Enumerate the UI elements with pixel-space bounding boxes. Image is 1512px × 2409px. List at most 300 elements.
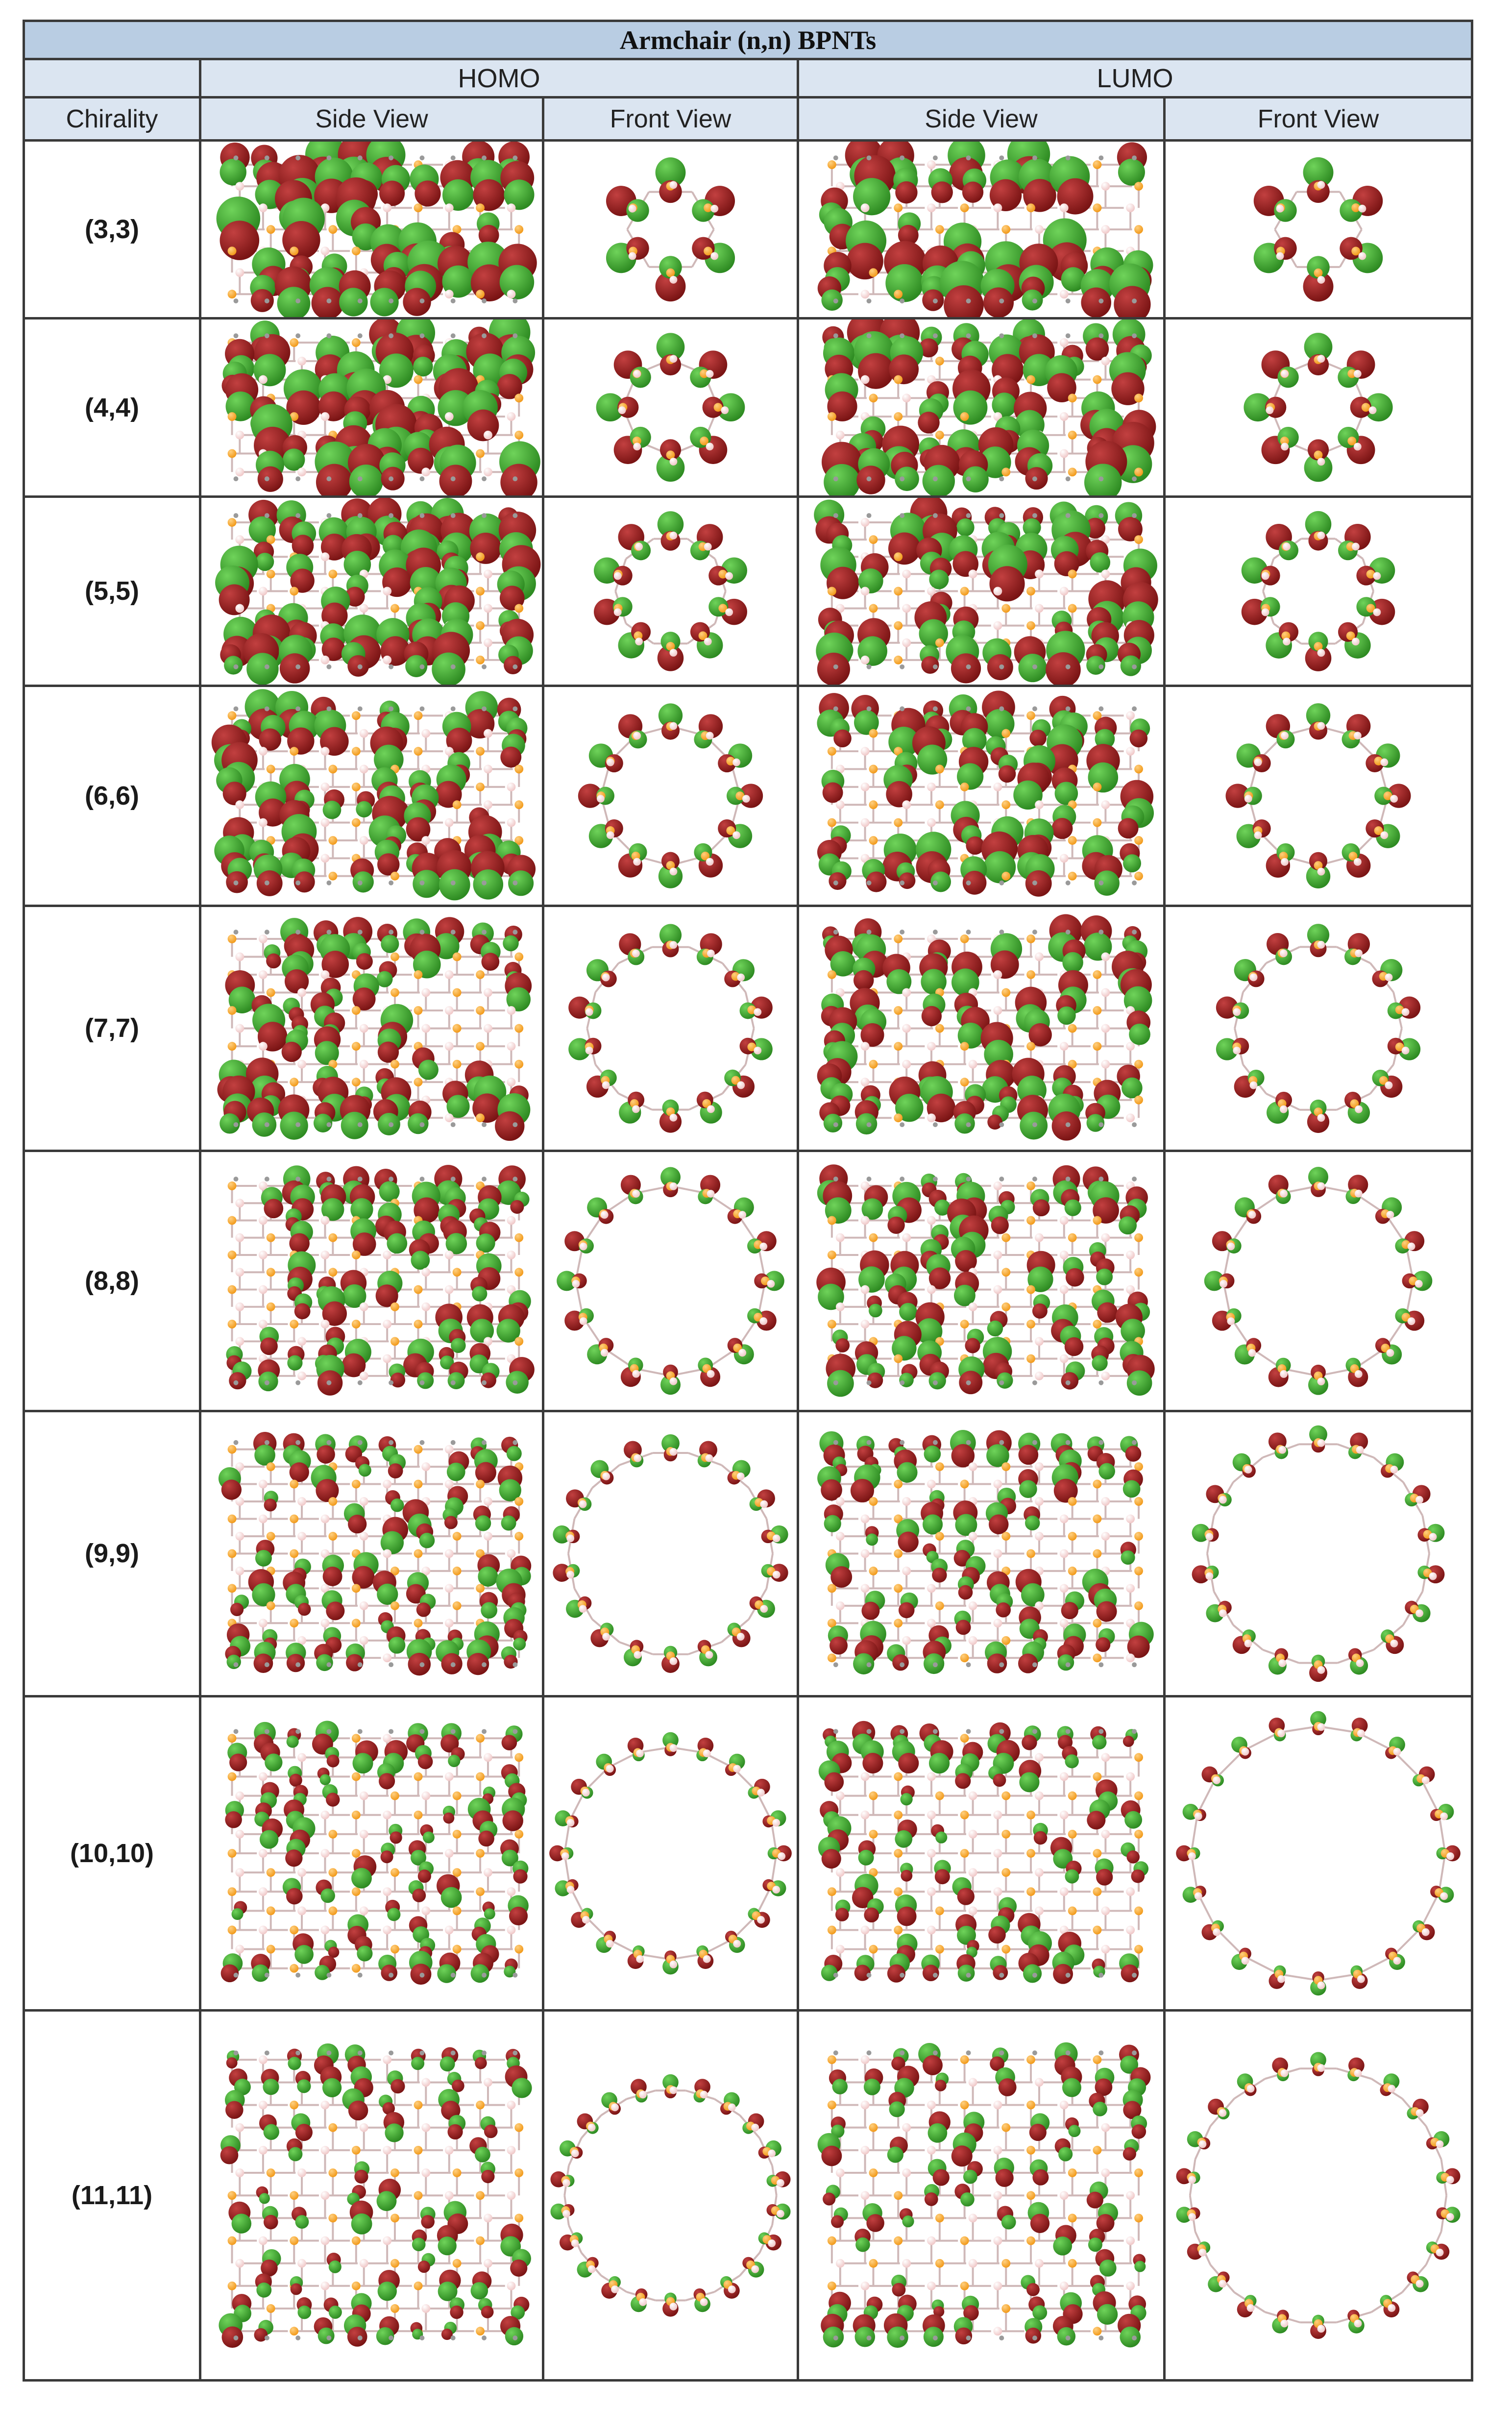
hydrogen-atom [326, 930, 331, 934]
phosphorus-atom [390, 871, 399, 880]
phosphorus-atom [1001, 729, 1010, 737]
hydrogen-atom [1032, 298, 1037, 303]
boron-atom [767, 1280, 775, 1288]
lumo-front-view-cell [1165, 906, 1472, 1151]
phosphorus-atom [1001, 988, 1010, 997]
orbital-lobe-positive [1123, 854, 1141, 872]
homo-side-view-cell [200, 141, 543, 319]
boron-atom [1317, 531, 1325, 539]
phosphorus-atom [935, 639, 944, 647]
boron-atom [580, 1317, 587, 1325]
hydrogen-atom [1132, 477, 1137, 482]
orbital-lobe-negative [823, 782, 843, 803]
boron-atom [445, 818, 454, 827]
hydrogen-atom [358, 155, 363, 160]
hydrogen-atom [900, 930, 904, 934]
boron-atom [507, 818, 516, 827]
hydrogen-atom [358, 334, 363, 339]
chirality-label: (7,7) [24, 906, 200, 1151]
phosphorus-atom [960, 413, 969, 421]
hydrogen-atom [1032, 334, 1037, 339]
orbital-lobe-negative [266, 953, 281, 968]
boron-atom [235, 268, 244, 277]
orbital-lobe-positive [252, 1112, 277, 1137]
boron-atom [1317, 276, 1325, 284]
phosphorus-atom [960, 1042, 969, 1051]
hydrogen-atom [1098, 930, 1103, 934]
orbital-side-view-image [201, 498, 542, 685]
boron-atom [445, 413, 454, 421]
phosphorus-atom [328, 225, 337, 234]
col-header-lumo-side-view: Side View [798, 98, 1165, 141]
phosphorus-atom [514, 604, 523, 613]
hydrogen-atom [234, 513, 239, 518]
boron-atom [507, 413, 516, 421]
boron-atom [421, 836, 430, 845]
boron-atom [421, 1024, 430, 1032]
orbital-table [23, 20, 1473, 2382]
phosphorus-atom [1068, 394, 1077, 403]
table-row [24, 686, 1472, 906]
hydrogen-atom [512, 1177, 517, 1181]
hydrogen-atom [234, 334, 239, 339]
phosphorus-atom [869, 268, 878, 277]
orbital-lobe-negative [229, 1372, 246, 1389]
phosphorus-atom [414, 1078, 423, 1086]
phosphorus-atom [328, 1268, 337, 1277]
boron-atom [1280, 1105, 1288, 1113]
orbital-lobe-negative [415, 180, 440, 206]
orbital-lobe-positive [1121, 655, 1141, 676]
hydrogen-atom [1066, 334, 1071, 339]
hydrogen-atom [389, 664, 393, 669]
boron-atom [235, 1303, 244, 1311]
hydrogen-atom [265, 880, 269, 885]
hydrogen-atom [389, 706, 393, 711]
boron-atom [445, 290, 454, 298]
boron-atom [861, 587, 870, 595]
phosphorus-atom [476, 783, 485, 791]
boron-atom [1352, 542, 1360, 550]
orbital-lobe-negative [500, 746, 521, 767]
orbital-lobe-negative [1118, 818, 1139, 838]
boron-atom [1101, 800, 1110, 809]
boron-atom [861, 1042, 870, 1051]
boron-atom [602, 973, 610, 981]
orbital-lobe-positive [824, 1113, 842, 1132]
orbital-lobe-negative [470, 533, 501, 564]
phosphorus-atom [453, 1268, 462, 1277]
phosphorus-atom [267, 569, 275, 578]
orbital-front-view-image [1166, 907, 1471, 1150]
hydrogen-atom [900, 1122, 904, 1127]
orbital-lobe-negative [999, 765, 1016, 783]
orbital-lobe-positive [341, 1112, 368, 1139]
chirality-label: (5,5) [24, 496, 200, 686]
boron-atom [969, 569, 977, 578]
homo-front-view-cell [543, 906, 798, 1151]
orbital-lobe-negative [833, 729, 852, 747]
phosphorus-atom [894, 375, 902, 384]
boron-atom [670, 722, 678, 730]
boron-atom [297, 1059, 306, 1068]
boron-atom [1266, 407, 1273, 415]
phosphorus-atom [894, 934, 902, 943]
orbital-lobe-negative [918, 412, 940, 434]
boron-atom [670, 532, 678, 540]
boron-atom [484, 604, 492, 613]
boron-atom [484, 569, 492, 578]
hydrogen-atom [1098, 334, 1103, 339]
hydrogen-atom [867, 664, 872, 669]
orbital-lobe-negative [895, 181, 917, 203]
lumo-side-view-cell [798, 141, 1165, 319]
phosphorus-atom [414, 203, 423, 212]
hydrogen-atom [482, 1177, 487, 1181]
phosphorus-atom [935, 225, 944, 234]
phosphorus-atom [453, 1059, 462, 1068]
boron-atom [1035, 800, 1044, 809]
boron-atom [635, 542, 643, 550]
boron-atom [1373, 608, 1381, 616]
table-body [24, 141, 1472, 2381]
boron-atom [1317, 867, 1325, 875]
hydrogen-atom [295, 334, 300, 339]
boron-atom [1276, 205, 1284, 213]
phosphorus-atom [869, 836, 878, 845]
hydrogen-atom [326, 1177, 331, 1181]
phosphorus-atom [290, 1078, 298, 1086]
hydrogen-atom [326, 513, 331, 518]
orbital-lobe-positive [1129, 1024, 1150, 1045]
boron-atom [861, 203, 870, 212]
orbital-lobe-positive [853, 178, 890, 215]
boron-atom [1358, 252, 1366, 260]
boron-atom [754, 1047, 761, 1055]
orbital-lobe-positive [1122, 1077, 1143, 1098]
boron-atom [1317, 1114, 1325, 1122]
boron-atom [445, 1042, 454, 1051]
hydrogen-atom [419, 1177, 424, 1181]
hydrogen-atom [389, 298, 393, 303]
phosphorus-atom [1026, 375, 1035, 384]
boron-atom [1060, 449, 1069, 458]
phosphorus-atom [1134, 225, 1143, 234]
hydrogen-atom [999, 1122, 1004, 1127]
orbital-lobe-negative [951, 653, 981, 683]
phosphorus-atom [894, 1113, 902, 1122]
orbital-lobe-negative [220, 221, 260, 260]
phosphorus-atom [476, 970, 485, 979]
phosphorus-atom [328, 871, 337, 880]
lumo-side-view-cell [798, 496, 1165, 686]
phosphorus-atom [514, 394, 523, 403]
phosphorus-atom [352, 339, 361, 347]
orbital-side-view-image [799, 687, 1163, 905]
orbital-lobe-positive [356, 801, 372, 817]
boron-atom [1244, 795, 1252, 803]
phosphorus-atom [390, 1303, 399, 1311]
hydrogen-atom [326, 1122, 331, 1127]
boron-atom [1352, 638, 1360, 645]
boron-atom [1126, 711, 1135, 720]
phosphorus-atom [869, 800, 878, 809]
boron-atom [1317, 722, 1325, 730]
phosphorus-atom [390, 604, 399, 613]
hydrogen-atom [358, 664, 363, 669]
phosphorus-atom [228, 1251, 237, 1259]
phosphorus-atom [1026, 970, 1035, 979]
hydrogen-atom [1098, 477, 1103, 482]
orbital-lobe-negative [257, 870, 283, 896]
phosphorus-atom [828, 413, 836, 421]
phosphorus-atom [1134, 764, 1143, 773]
phosphorus-atom [1093, 1042, 1101, 1051]
hydrogen-atom [326, 334, 331, 339]
boron-atom [383, 1320, 391, 1328]
boron-atom [1254, 758, 1262, 766]
hydrogen-atom [326, 880, 331, 885]
phosphorus-atom [1134, 394, 1143, 403]
orbital-lobe-positive [220, 159, 246, 185]
hydrogen-atom [234, 664, 239, 669]
boron-atom [670, 1377, 678, 1385]
phosphorus-atom [828, 818, 836, 827]
phosphorus-atom [514, 1233, 523, 1242]
boron-atom [259, 1320, 268, 1328]
phosphorus-atom [1068, 569, 1077, 578]
boron-atom [927, 160, 936, 169]
boron-atom [383, 656, 391, 664]
phosphorus-atom [328, 1233, 337, 1242]
boron-atom [445, 1113, 454, 1122]
lumo-side-view-cell [798, 686, 1165, 906]
phosphorus-atom [1026, 1042, 1035, 1051]
hydrogen-atom [482, 298, 487, 303]
hydrogen-atom [234, 1380, 239, 1385]
phosphorus-atom [514, 952, 523, 961]
phosphorus-atom [514, 1024, 523, 1032]
hydrogen-atom [358, 1177, 363, 1181]
lumo-front-view-cell [1165, 141, 1472, 319]
phosphorus-atom [414, 375, 423, 384]
hydrogen-atom [265, 477, 269, 482]
boron-atom [1060, 1042, 1069, 1051]
group-header-homo: HOMO [200, 59, 798, 98]
phosphorus-atom [869, 764, 878, 773]
boron-atom [902, 988, 911, 997]
phosphorus-atom [1134, 182, 1143, 191]
hydrogen-atom [867, 880, 872, 885]
hydrogen-atom [900, 477, 904, 482]
orbital-lobe-positive [1062, 952, 1083, 973]
homo-side-view-cell [200, 319, 543, 496]
phosphorus-atom [1068, 431, 1077, 440]
orbital-lobe-positive [417, 1372, 434, 1389]
table-title: Armchair (n,n) BPNTs [24, 21, 1472, 59]
boron-atom [902, 800, 911, 809]
boron-atom [1354, 370, 1362, 378]
boron-atom [1101, 225, 1110, 234]
orbital-lobe-positive [1094, 870, 1119, 895]
boron-atom [1355, 1105, 1363, 1113]
orbital-front-view-image [544, 142, 797, 317]
hydrogen-atom [867, 513, 872, 518]
hydrogen-atom [419, 930, 424, 934]
orbital-lobe-positive [953, 391, 987, 425]
orbital-front-view-image [1166, 687, 1471, 905]
homo-front-view-cell [543, 496, 798, 686]
hydrogen-atom [326, 706, 331, 711]
boron-atom [632, 1105, 640, 1113]
orbital-lobe-positive [895, 467, 919, 492]
hydrogen-atom [358, 298, 363, 303]
hydrogen-atom [326, 477, 331, 482]
phosphorus-atom [267, 1303, 275, 1311]
hydrogen-atom [358, 513, 363, 518]
phosphorus-atom [352, 1320, 361, 1328]
phosphorus-atom [869, 394, 878, 403]
hydrogen-atom [265, 664, 269, 669]
hydrogen-atom [1066, 513, 1071, 518]
boron-atom [861, 656, 870, 664]
phosphorus-atom [328, 836, 337, 845]
orbital-lobe-positive [508, 870, 534, 896]
hydrogen-atom [933, 513, 938, 518]
phosphorus-atom [514, 1268, 523, 1277]
boron-atom [597, 795, 605, 803]
chirality-label: (8,8) [24, 1151, 200, 1411]
phosphorus-atom [1093, 783, 1101, 791]
col-header-chirality: Chirality [24, 98, 200, 141]
orbital-lobe-positive [280, 1111, 308, 1139]
hydrogen-atom [295, 477, 300, 482]
boron-atom [321, 854, 330, 862]
orbital-side-view-image [201, 687, 542, 905]
hydrogen-atom [512, 477, 517, 482]
hydrogen-atom [419, 706, 424, 711]
hydrogen-atom [295, 664, 300, 669]
hydrogen-atom [451, 706, 456, 711]
hydrogen-atom [512, 334, 517, 339]
hydrogen-atom [451, 664, 456, 669]
phosphorus-atom [290, 587, 298, 595]
phosphorus-atom [514, 431, 523, 440]
hydrogen-atom [833, 477, 838, 482]
table-row [24, 496, 1472, 686]
phosphorus-atom [894, 818, 902, 827]
hydrogen-atom [234, 1177, 239, 1181]
phosphorus-atom [476, 290, 485, 298]
phosphorus-atom [453, 800, 462, 809]
boron-atom [861, 1078, 870, 1086]
boron-atom [259, 375, 268, 384]
lumo-front-view-cell [1165, 496, 1472, 686]
hydrogen-atom [451, 334, 456, 339]
orbital-lobe-negative [390, 1373, 405, 1387]
hydrogen-atom [482, 1380, 487, 1385]
boron-atom [321, 413, 330, 421]
orbital-lobe-negative [987, 1114, 1002, 1130]
boron-atom [993, 621, 1002, 630]
table-row [24, 1151, 1472, 1411]
boron-atom [993, 970, 1002, 979]
hydrogen-atom [326, 298, 331, 303]
homo-side-view-cell [200, 906, 543, 1151]
phosphorus-atom [894, 1042, 902, 1051]
hydrogen-atom [482, 930, 487, 934]
boron-atom [670, 1114, 678, 1122]
hydrogen-atom [933, 930, 938, 934]
orbital-lobe-positive [370, 288, 399, 316]
hydrogen-atom [1066, 155, 1071, 160]
boron-atom [1385, 1081, 1393, 1089]
boron-atom [1060, 413, 1069, 421]
hydrogen-atom [512, 664, 517, 669]
phosphorus-atom [869, 535, 878, 544]
orbital-lobe-positive [1118, 159, 1145, 186]
boron-atom [1390, 795, 1398, 803]
boron-atom [927, 203, 936, 212]
hydrogen-atom [900, 334, 904, 339]
phosphorus-atom [453, 952, 462, 961]
boron-atom [259, 203, 268, 212]
boron-atom [704, 542, 712, 550]
boron-atom [1281, 858, 1289, 866]
orbital-lobe-negative [260, 1337, 278, 1355]
phosphorus-atom [894, 621, 902, 630]
orbital-side-view-image [201, 1152, 542, 1410]
orbital-lobe-positive [413, 870, 440, 898]
hydrogen-atom [265, 930, 269, 934]
hydrogen-atom [295, 706, 300, 711]
phosphorus-atom [935, 800, 944, 809]
phosphorus-atom [290, 246, 298, 255]
boron-atom [1060, 203, 1069, 212]
hydrogen-atom [419, 1380, 424, 1385]
boron-atom [235, 952, 244, 961]
boron-atom [484, 729, 492, 737]
phosphorus-atom [290, 339, 298, 347]
hydrogen-atom [900, 664, 904, 669]
boron-atom [585, 1008, 593, 1016]
boron-atom [321, 656, 330, 664]
orbital-lobe-negative [1081, 288, 1111, 318]
hydrogen-atom [265, 706, 269, 711]
boron-atom [725, 608, 733, 616]
hydrogen-atom [867, 298, 872, 303]
boron-atom [484, 639, 492, 647]
boron-atom [259, 587, 268, 595]
phosphorus-atom [894, 656, 902, 664]
boron-atom [383, 587, 391, 595]
boron-atom [706, 443, 714, 451]
orbital-lobe-negative [1029, 730, 1047, 747]
phosphorus-atom [960, 934, 969, 943]
orbital-lobe-negative [847, 243, 883, 280]
hydrogen-atom [867, 1122, 872, 1127]
hydrogen-atom [933, 880, 938, 885]
boron-atom [297, 1337, 306, 1346]
boron-atom [421, 729, 430, 737]
hydrogen-atom [1066, 1122, 1071, 1127]
phosphorus-atom [1134, 468, 1143, 477]
homo-front-view-cell [543, 686, 798, 906]
hydrogen-atom [512, 513, 517, 518]
hydrogen-atom [512, 298, 517, 303]
boron-atom [902, 569, 911, 578]
boron-atom [484, 988, 492, 997]
